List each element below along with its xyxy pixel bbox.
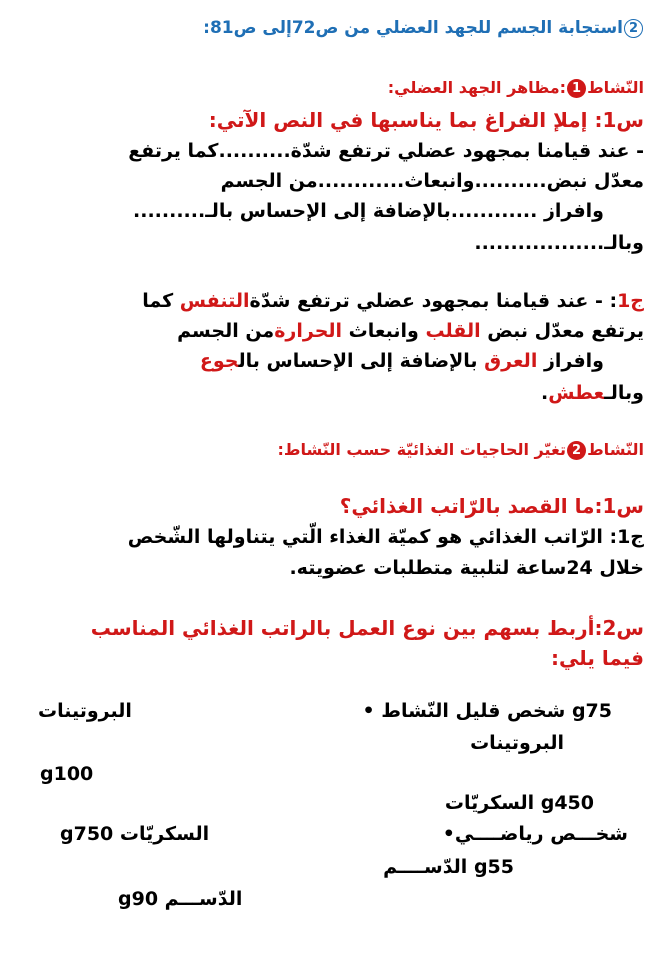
question-a2-2-prompt-line-2: فيما يلي: [550,646,644,670]
match-target-fat-90g[interactable]: الدّســـم g90 [118,888,243,910]
section-number-badge: 2 [624,19,643,38]
activity-1-number-badge: 1 [567,79,586,98]
match-person-low-activity[interactable]: g75 شخص قليل النّشاط • [362,700,612,722]
match-target-sugars-750g[interactable]: السكريّات g750 [60,823,210,845]
answer-a2-line-1: ج1: الرّاتب الغذائي هو كميّة الغذاء الّتي يتناولها الشّخص [127,526,644,548]
question-1-line-4: وبالـ.................. [474,232,644,254]
answer-1-line-3: وافراز العرق بالإضافة إلى الإحساس بالجوع [199,350,604,372]
match-target-proteins[interactable]: البروتينات [38,700,132,722]
activity-2-heading: النّشاط2تغيّر الحاجيات الغذائيّة حسب النّشاط: [277,440,644,459]
activity-2-title: تغيّر الحاجيات الغذائيّة حسب النّشاط: [277,440,567,459]
match-person-athlete-fat: g55 الدّســــم [383,856,514,878]
question-1-line-1: - عند قيامنا بمجهود عضلي ترتفع شدّة..........كما يرتفع [128,140,644,162]
answer-1-line-4: وبالـعطش. [540,382,644,404]
match-target-100g[interactable]: g100 [40,763,94,785]
section-heading: 2استجابة الجسم للجهد العضلي من ص72إلى ص81: [203,18,644,38]
match-person-athlete[interactable]: شخـــص رياضــــي• [442,823,628,845]
match-person-low-activity-sub: البروتينات [470,732,564,754]
match-person-athlete-sugars: g450 السكريّات [444,792,594,814]
activity-1-heading: النّشاط1:مظاهر الجهد العضلي: [387,78,644,97]
question-1-prompt: س1: إملإ الفراغ بما يناسبها في النص الآتي: [208,108,644,132]
answer-a2-line-2: خلال 24ساعة لتلبية متطلبات عضويته. [289,557,644,579]
answer-1-line-1: ج1: - عند قيامنا بمجهود عضلي ترتفع شدّةالتنفس كما [142,290,644,312]
question-a2-1-prompt: س1:ما القصد بالرّاتب الغذائي؟ [339,494,644,518]
section-title: استجابة الجسم للجهد العضلي من ص [315,18,623,38]
question-1-line-3: وافراز ............بالإضافة إلى الإحساس بالـ.......... [133,200,604,222]
question-1-line-2: معدّل نبض..........وانبعاث............من الجسم [220,170,644,192]
activity-2-number-badge: 2 [567,441,586,460]
question-a2-2-prompt: س2:أربط بسهم بين نوع العمل بالراتب الغذائي المناسب [90,616,644,640]
answer-1-line-2: يرتفع معدّل نبض القلب وانبعاث الحرارةمن الجسم [177,320,644,342]
activity-1-title: :مظاهر الجهد العضلي: [387,78,567,97]
